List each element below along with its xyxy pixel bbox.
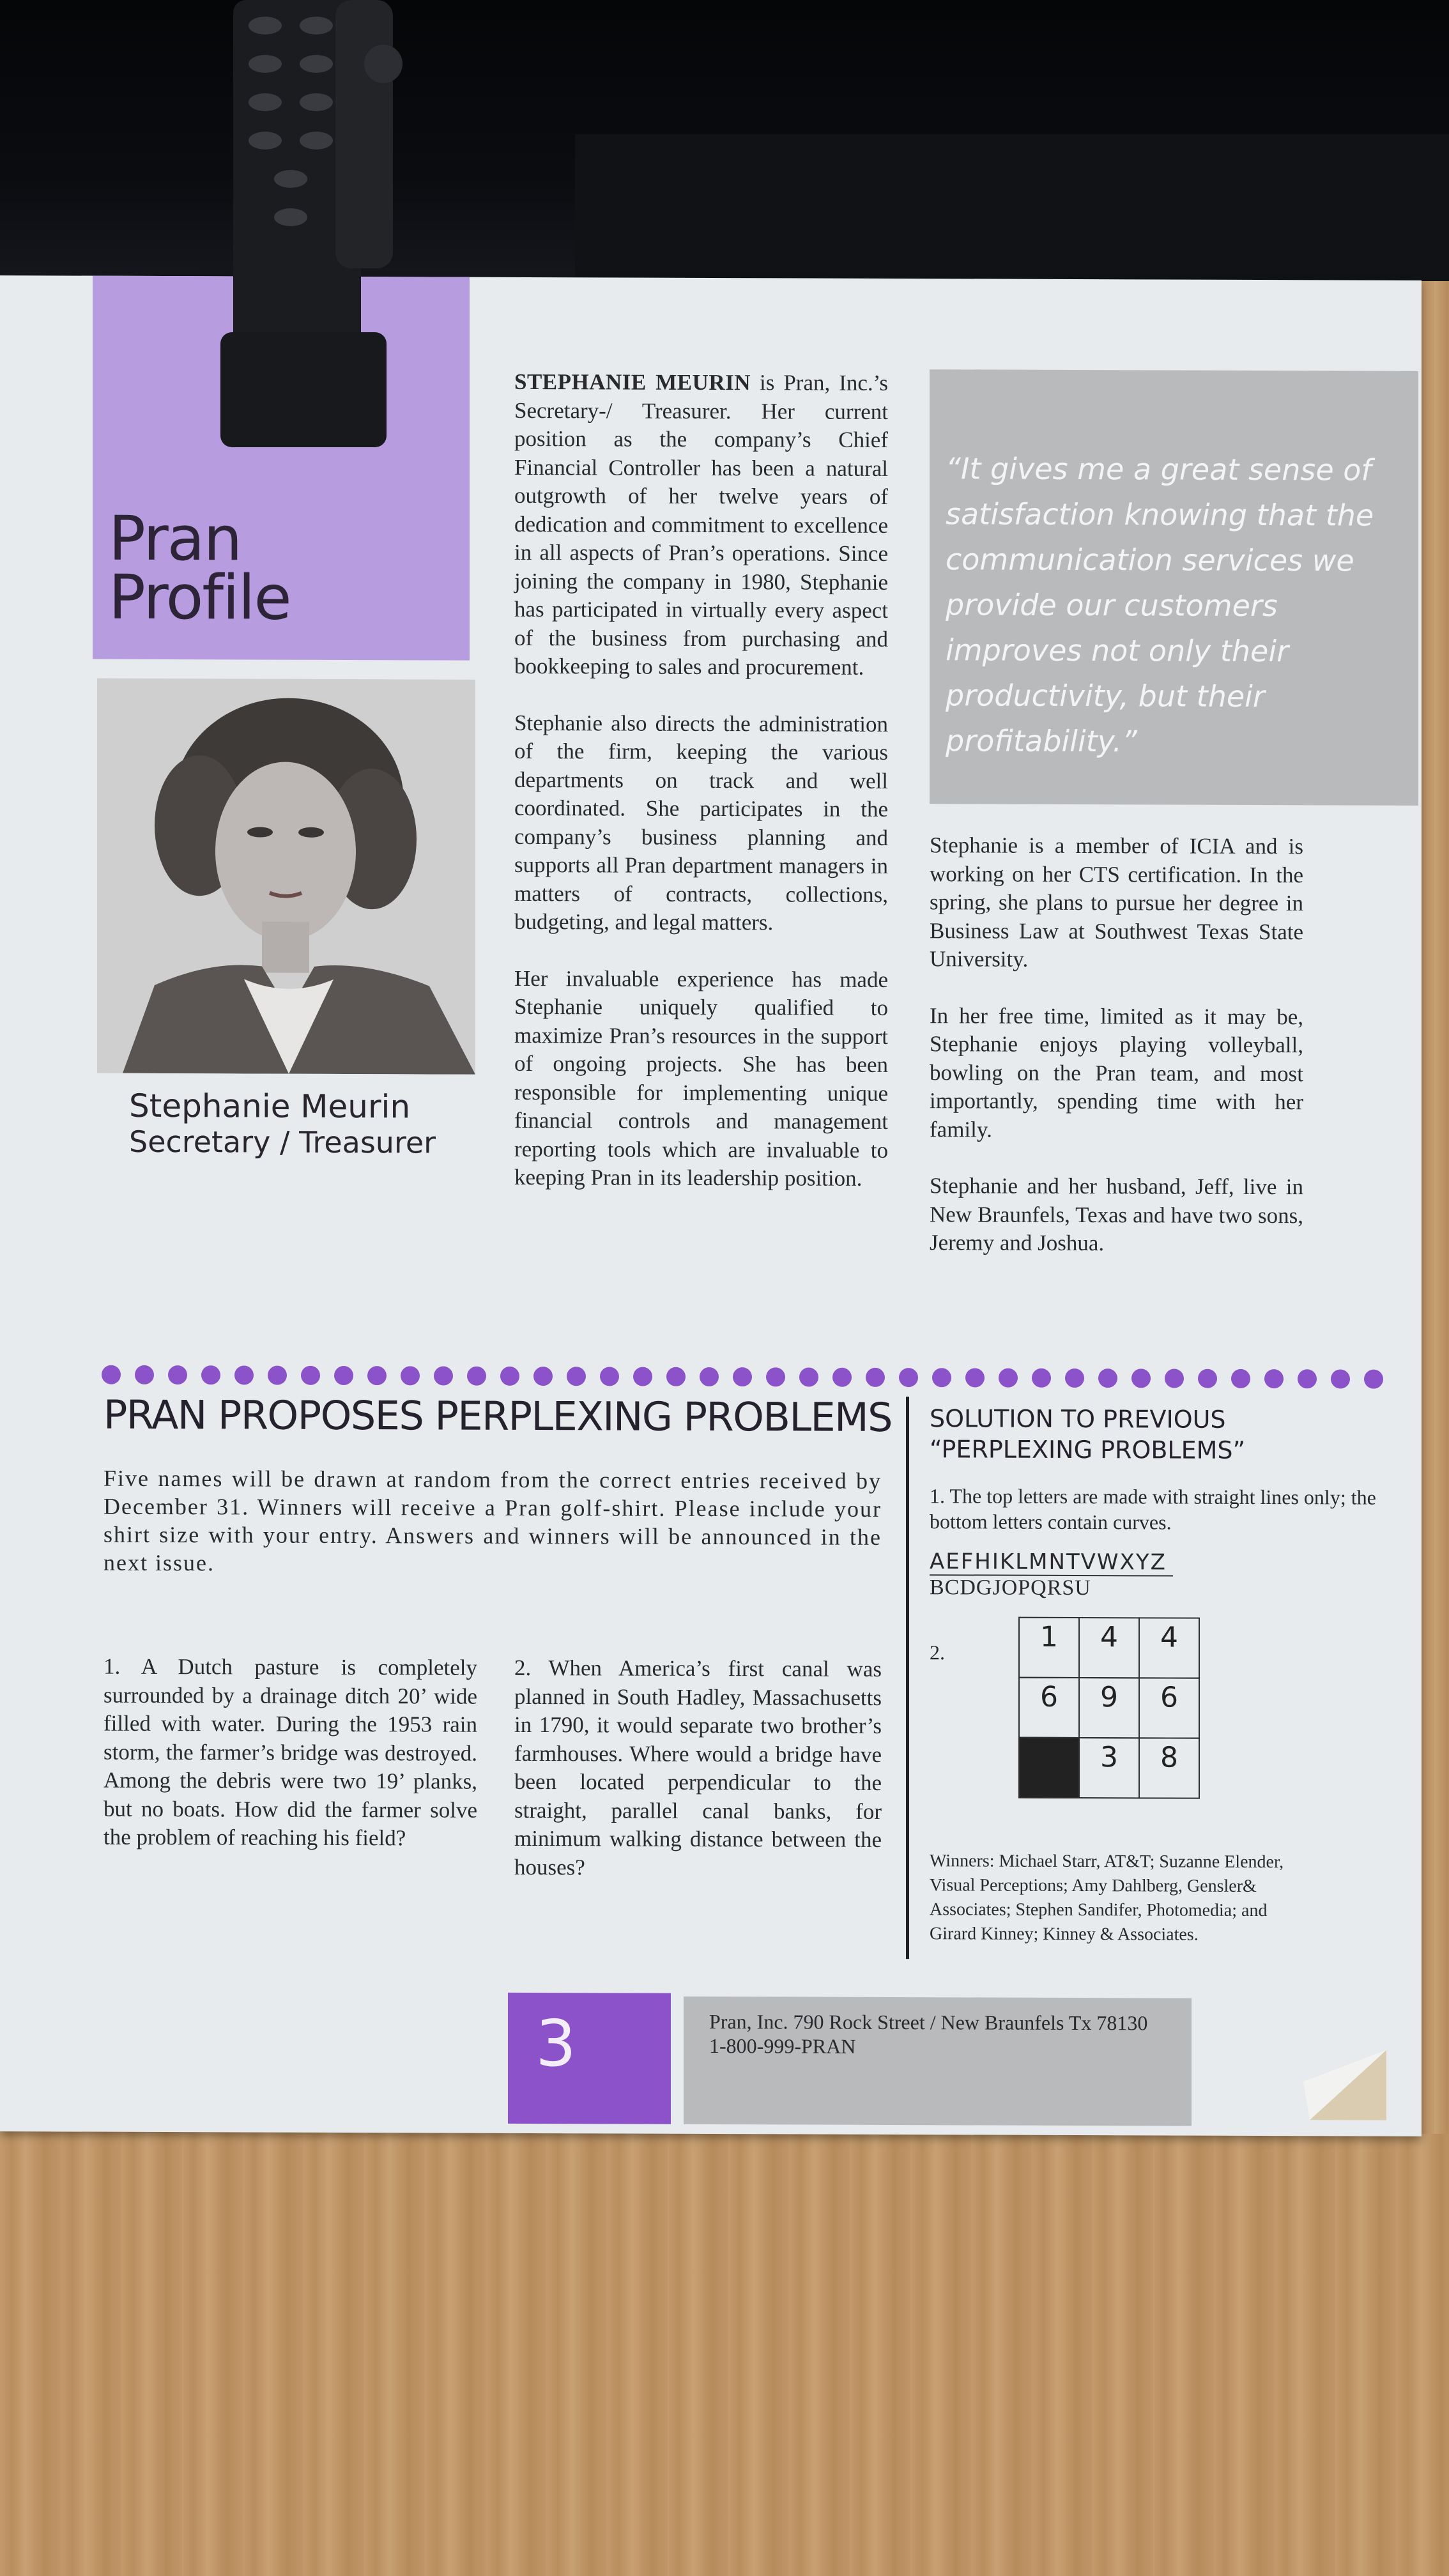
winners-list: Winners: Michael Starr, AT&T; Suzanne Elender, Visual Perceptions; Amy Dahlberg, Gensler& Associates; Stephen Sandifer, Photomedia; and Girard Kinney; Kinney & Associates. (930, 1851, 1284, 1945)
letters-straight: AEFHIKLMNTVWXYZ (930, 1549, 1173, 1576)
grid-cell-black (1018, 1737, 1080, 1798)
solution-title-line1: SOLUTION TO PREVIOUS (930, 1404, 1226, 1434)
problem-2: 2. When America’s first canal was planned in South Hadley, Massachusetts in 1790, it would separate two brother’s farmhouses. Where would a bridge have been located perpendicular to the straight, parallel canal banks, for minimum walking distance between the houses? (514, 1655, 882, 1880)
grid-cell: 4 (1078, 1617, 1140, 1678)
grid-cell: 1 (1018, 1617, 1080, 1678)
page-number: 3 (535, 2006, 576, 2082)
background-shelf (575, 134, 1449, 281)
profile-title-line1: Pran (109, 502, 241, 575)
solution-answer-2-label: 2. (930, 1641, 945, 1664)
problems-title: PRAN PROPOSES PERPLEXING PROBLEMS (103, 1391, 893, 1441)
footer-phone: 1-800-999-PRAN (709, 2034, 856, 2058)
binder-clip (220, 0, 431, 447)
grid-cell: 8 (1138, 1737, 1200, 1798)
problem-1: 1. A Dutch pasture is completely surrounded by a drainage ditch 20’ wide filled with water. During the 1953 rain storm, the farmer’s bridge was destroyed. Among the debris were two 19’ planks, but no boats. How did the farmer solve the problem of reaching his field? (103, 1653, 477, 1851)
solution-title (930, 1403, 1245, 1466)
pull-quote: “It gives me a great sense of satisfaction knowing that the communication services we provide our customers improves not only their productivity, but their profitability.” (946, 451, 1374, 759)
grid-cell: 3 (1078, 1737, 1140, 1798)
wood-table (0, 2128, 1449, 2576)
solution-title-line2: “PERPLEXING PROBLEMS” (930, 1435, 1246, 1464)
article-paragraph-4: Stephanie is a member of ICIA and is working on her CTS certification. In the spring, she plans to pursue her degree in Business Law at Southwest Texas State University. (930, 832, 1303, 972)
solution-answer-1: 1. The top letters are made with straight lines only; the bottom letters contain curves. (930, 1484, 1376, 1534)
problems-intro: Five names will be drawn at random from the correct entries received by December 31. Winners will receive a Pran golf-shirt. Please include your shirt size with your entry. Answers and winners will be announced in the next issue. (103, 1465, 882, 1576)
grid-cell: 6 (1018, 1677, 1080, 1738)
profile-title-line2: Profile (109, 561, 291, 634)
article-lead-name: STEPHANIE MEURIN (514, 369, 751, 395)
article-paragraph-3: Her invaluable experience has made Stephanie uniquely qualified to maximize Pran’s resources in the support of ongoing projects. She has been responsible for implementing unique financial controls and management reporting tools which are invaluable to keeping Pran in its leadership position. (514, 965, 888, 1191)
article-paragraph-5: In her free time, limited as it may be, Stephanie enjoys playing volleyball, bowling on the Pran team, and most importantly, spending time with her family. (930, 1002, 1303, 1142)
footer-address: Pran, Inc. 790 Rock Street / New Braunfels Tx 78130 (709, 2009, 1148, 2035)
article-paragraph-1 (514, 368, 888, 682)
newsletter-page (0, 275, 1422, 2136)
vertical-divider (906, 1397, 909, 1959)
folded-corner (1297, 2043, 1386, 2120)
footer-text (709, 2009, 1147, 2059)
grid-cell: 9 (1078, 1677, 1140, 1738)
letters-curved: BCDGJOPQRSU (930, 1575, 1091, 1600)
portrait-photo (97, 678, 475, 1075)
article-paragraph-1-text: is Pran, Inc.’s Secretary-/ Treasurer. Her current position as the company’s Chief Financial Controller has been a natural outgrowth of her twelve years of dedication and commitment to excellence in all aspects of Pran’s operations. Since joining the company in 1980, Stephanie has participated in virtually every aspect of the business from purchasing and bookkeeping to sales and procurement. (514, 370, 888, 680)
article-column-1 (514, 368, 888, 1222)
grid-cell: 6 (1138, 1677, 1200, 1738)
purple-dot-divider (96, 1362, 1406, 1392)
article-column-2 (930, 831, 1303, 1287)
person-name: Stephanie Meurin (129, 1087, 411, 1126)
profile-title (109, 502, 454, 634)
person-role: Secretary / Treasurer (129, 1124, 436, 1160)
grid-cell: 4 (1138, 1617, 1200, 1678)
article-paragraph-6: Stephanie and her husband, Jeff, live in New Braunfels, Texas and have two sons, Jeremy and Joshua. (930, 1173, 1303, 1256)
number-grid (1019, 1618, 1199, 1798)
article-paragraph-2: Stephanie also directs the administration of the firm, keeping the various departments on track and well coordinated. She participates in the company’s business planning and supports all Pran department managers in matters of contracts, collections, budgeting, and legal matters. (514, 710, 888, 935)
